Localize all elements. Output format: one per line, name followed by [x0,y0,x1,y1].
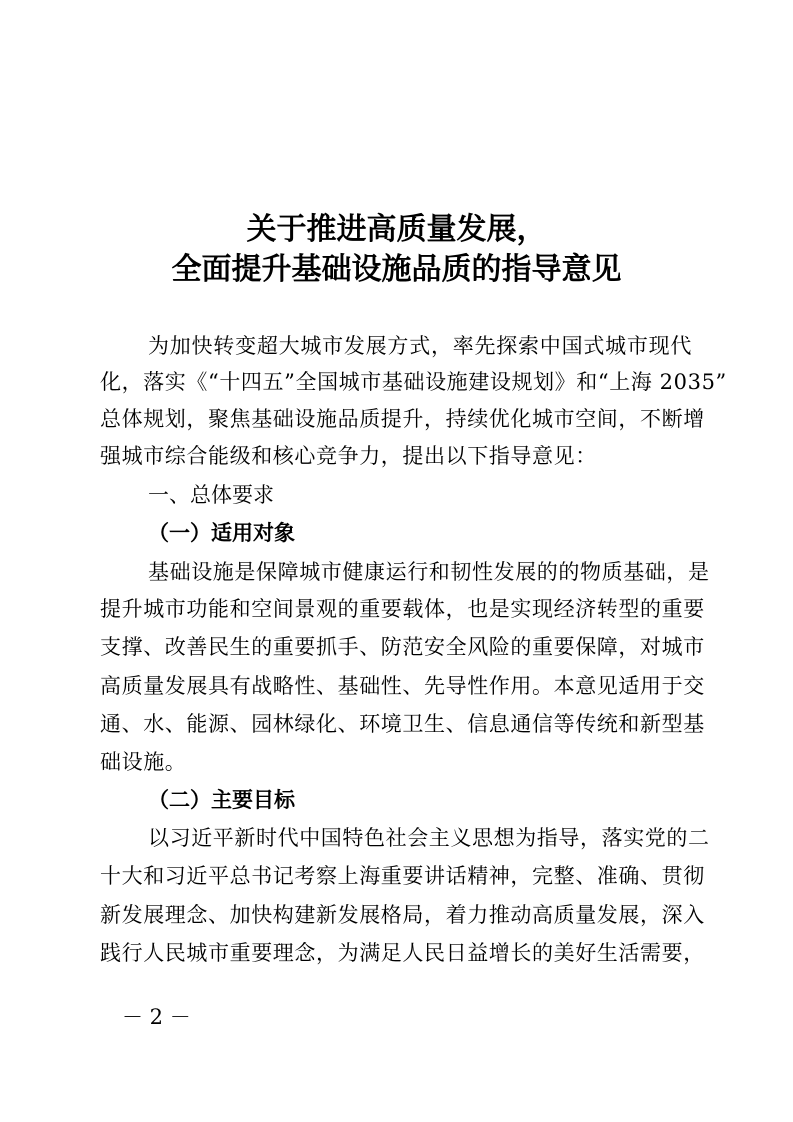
scope-line-2: 提升城市功能和空间景观的重要载体，也是实现经济转型的重要 [100,597,705,621]
scope-line-1: 基础设施是保障城市健康运行和韧性发展的的物质基础，是 [148,560,710,584]
intro-line-1: 为加快转变超大城市发展方式，率先探索中国式城市现代 [148,334,692,358]
scope-line-5: 通、水、能源、园林绿化、环境卫生、信息通信等传统和新型基 [100,712,705,736]
scope-line-4: 高质量发展具有战略性、基础性、先导性作用。本意见适用于交 [100,674,705,698]
goals-line-4: 践行人民城市重要理念，为满足人民日益增长的美好生活需要， [100,941,705,965]
page-number: － 2 － [122,1005,191,1029]
goals-line-3: 新发展理念、加快构建新发展格局，着力推动高质量发展，深入 [100,903,705,927]
document-title-line-2: 全面提升基础设施品质的指导意见 [171,252,622,287]
intro-line-3: 总体规划，聚焦基础设施品质提升，持续优化城市空间，不断增 [100,407,705,431]
intro-line-4: 强城市综合能级和核心竞争力，提出以下指导意见： [100,444,597,468]
goals-line-2: 十大和习近平总书记考察上海重要讲话精神，完整、准确、贯彻 [100,864,705,888]
intro-line-2: 化，落实《“十四五”全国城市基础设施建设规划》和“上海 2035” [100,370,727,394]
scope-line-6: 础设施。 [100,750,187,774]
scope-line-3: 支撑、改善民生的重要抓手、防范安全风险的重要保障，对城市 [100,635,705,659]
subsection-heading-scope: （一）适用对象 [148,520,295,545]
goals-line-1: 以习近平新时代中国特色社会主义思想为指导，落实党的二 [148,826,710,850]
subsection-heading-main-goals: （二）主要目标 [148,787,295,812]
document-title-line-1: 关于推进高质量发展， [246,212,547,247]
section-heading-general-requirements: 一、总体要求 [148,483,274,507]
